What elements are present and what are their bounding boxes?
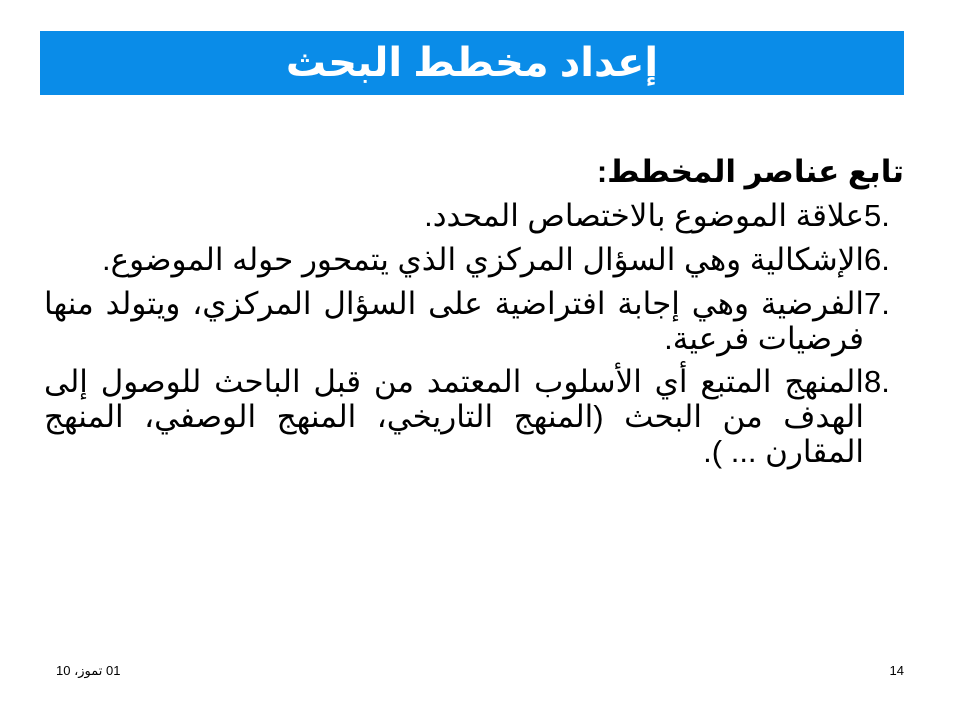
item-text: الفرضية وهي إجابة افتراضية على السؤال المركزي، ويتولد منها فرضيات فرعية.	[44, 286, 864, 356]
item-text: الإشكالية وهي السؤال المركزي الذي يتمحور حوله الموضوع.	[102, 242, 864, 277]
list-item	[44, 286, 904, 356]
list-item	[44, 242, 904, 278]
list-item	[44, 198, 904, 234]
item-number: 6.	[864, 242, 890, 277]
item-number: 8.	[864, 364, 890, 399]
item-text: علاقة الموضوع بالاختصاص المحدد.	[424, 198, 864, 233]
title-bar	[40, 31, 904, 95]
list-item	[44, 364, 904, 469]
footer-page-number: 14	[889, 663, 904, 678]
slide-title: إعداد مخطط البحث	[285, 41, 659, 85]
subheading: تابع عناصر المخطط:	[596, 154, 904, 189]
footer-date: 01 تموز، 10	[56, 663, 121, 678]
item-number: 5.	[864, 198, 890, 233]
slide-content	[44, 152, 904, 477]
item-number: 7.	[864, 286, 890, 321]
item-text: المنهج المتبع أي الأسلوب المعتمد من قبل الباحث للوصول إلى الهدف من البحث (المنهج التاريخي، المنهج الوصفي، المنهج المقارن ... ).	[44, 364, 864, 469]
item-list	[44, 198, 904, 469]
